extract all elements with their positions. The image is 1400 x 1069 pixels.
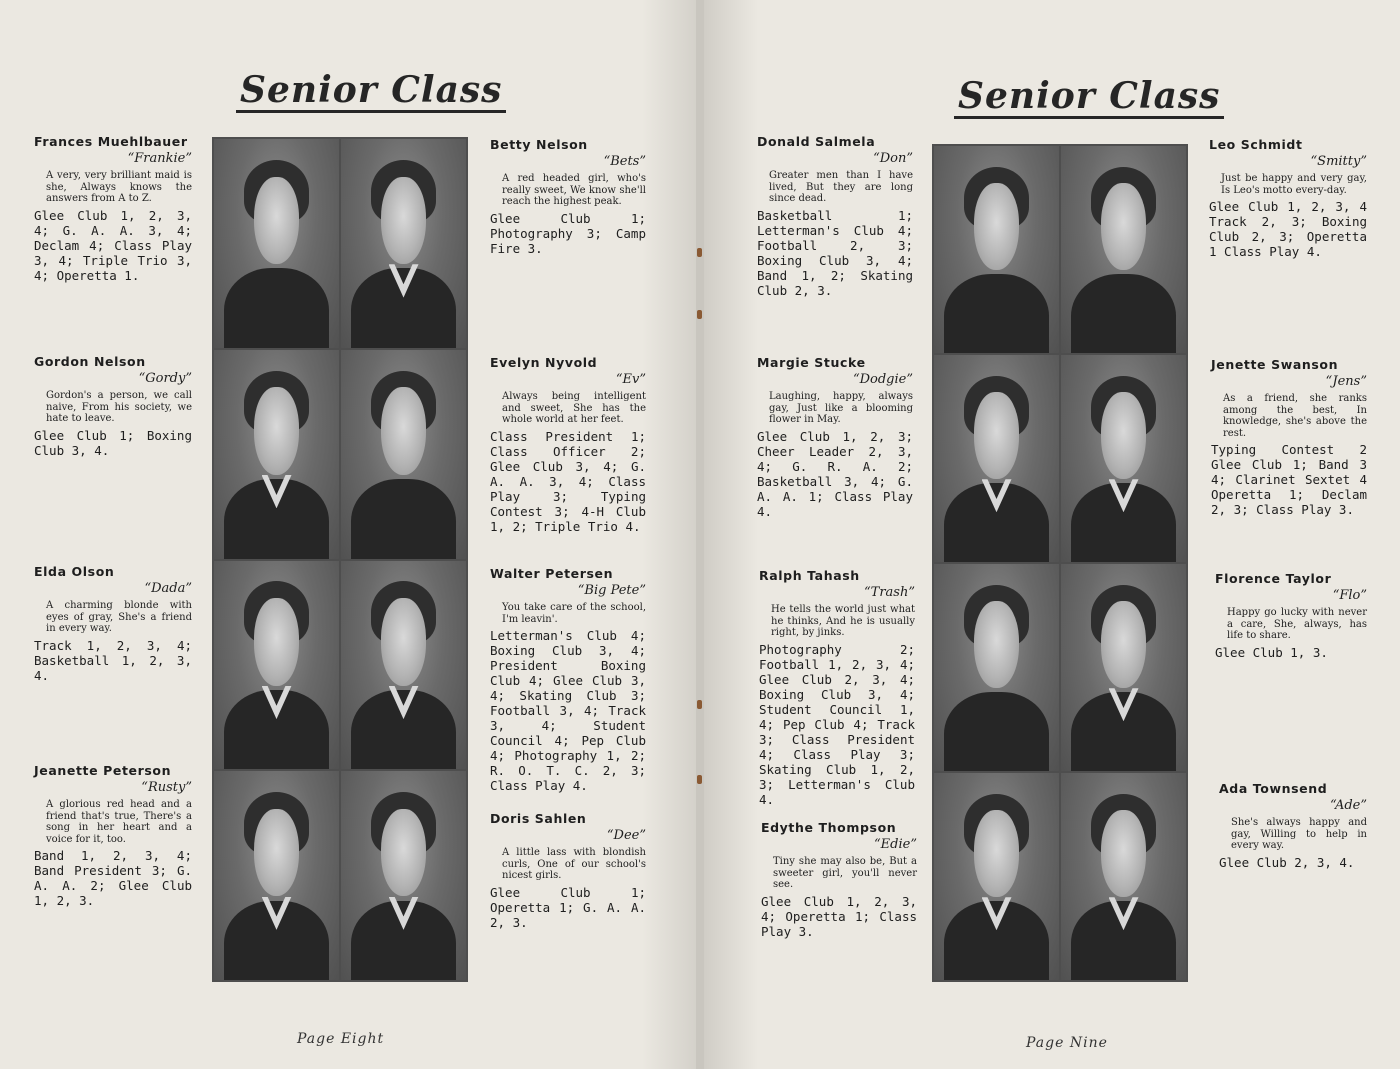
student-nickname: “Rusty” (141, 780, 192, 795)
student-activities: Glee Club 1, 2, 3; Cheer Leader 2, 3, 4; G. R. A. 2; Basketball 3, 4; G. A. A. 1; Class Play 4. (757, 428, 913, 519)
student-name: Frances Muehlbauer (34, 134, 188, 149)
student-verse: She's always happy and gay, Willing to help in every way. (1231, 817, 1367, 851)
student-verse: He tells the world just what he thinks, And he is usually right, by jinks. (771, 604, 915, 638)
student-activities: Typing Contest 2 Glee Club 1; Band 3 4; Clarinet Sextet 4 Operetta 1; Declam 2, 3; Class Play 3. (1211, 442, 1367, 517)
portrait-photo (214, 561, 339, 770)
senior-entry (490, 566, 646, 793)
student-activities: Glee Club 1, 3. (1215, 644, 1328, 660)
page-number-left: Page Eight (297, 1031, 385, 1047)
student-verse: A very, very brilliant maid is she, Always knows the answers from A to Z. (46, 170, 192, 204)
student-activities: Glee Club 1; Boxing Club 3, 4. (34, 427, 192, 458)
student-activities: Basketball 1; Letterman's Club 4; Football 2, 3; Boxing Club 3, 4; Band 1, 2; Skating Club 2, 3. (757, 207, 913, 298)
senior-entry (490, 811, 646, 930)
student-nickname: “Gordy” (138, 371, 192, 386)
student-nickname: “Frankie” (127, 151, 192, 166)
student-nickname: “Big Pete” (577, 583, 646, 598)
senior-entry (761, 820, 917, 939)
student-nickname: “Ev” (615, 372, 646, 387)
student-name: Walter Petersen (490, 566, 614, 581)
student-verse: A glorious red head and a friend that's true, There's a song in her heart and a voice for it, too. (46, 799, 192, 845)
senior-entry (1209, 137, 1367, 259)
staple-icon (697, 700, 702, 709)
student-activities: Glee Club 1; Photography 3; Camp Fire 3. (490, 210, 646, 256)
student-nickname: “Dada” (144, 581, 192, 596)
student-activities: Glee Club 1, 2, 3, 4 Track 2, 3; Boxing Club 2, 3; Operetta 1 Class Play 4. (1209, 199, 1367, 259)
senior-entry (490, 355, 646, 534)
portrait-photo (214, 771, 339, 980)
senior-entry (757, 134, 913, 298)
student-verse: As a friend, she ranks among the best, In knowledge, she's above the rest. (1223, 393, 1367, 439)
senior-entry (1219, 781, 1367, 870)
senior-entry (34, 564, 192, 683)
senior-entry (1215, 571, 1367, 660)
student-nickname: “Dee” (606, 828, 646, 843)
student-verse: A little lass with blondish curls, One of our school's nicest girls. (502, 847, 646, 881)
student-verse: Laughing, happy, always gay, Just like a blooming flower in May. (769, 391, 913, 425)
student-verse: Tiny she may also be, But a sweeter girl, you'll never see. (773, 856, 917, 890)
student-name: Leo Schmidt (1209, 137, 1303, 152)
page-heading-right: Senior Class (954, 76, 1224, 119)
student-nickname: “Trash” (864, 585, 915, 600)
staple-icon (697, 248, 702, 257)
student-name: Elda Olson (34, 564, 115, 579)
student-name: Margie Stucke (757, 355, 866, 370)
student-activities: Glee Club 1; Operetta 1; G. A. A. 2, 3. (490, 884, 646, 930)
student-nickname: “Bets” (603, 154, 646, 169)
student-name: Donald Salmela (757, 134, 876, 149)
portrait-photo (934, 773, 1059, 980)
student-verse: Greater men than I have lived, But they are long since dead. (769, 170, 913, 204)
student-verse: A red headed girl, who's really sweet, We know she'll reach the highest peak. (502, 173, 646, 207)
portrait-photo (341, 350, 466, 559)
portrait-photo (214, 350, 339, 559)
student-name: Evelyn Nyvold (490, 355, 598, 370)
student-name: Betty Nelson (490, 137, 588, 152)
portrait-photo (934, 355, 1059, 562)
student-nickname: “Don” (873, 151, 913, 166)
student-name: Florence Taylor (1215, 571, 1332, 586)
portrait-photo (341, 771, 466, 980)
student-activities: Photography 2; Football 1, 2, 3, 4; Glee Club 2, 3, 4; Boxing Club 3, 4; Student Council 1, 4; Pep Club 4; Track 3; Class President 4; Class Play 3; Skating Club 1, 2, 3; Letterman's Club 4. (759, 641, 915, 807)
student-activities: Band 1, 2, 3, 4; Band President 3; G. A. A. 2; Glee Club 1, 2, 3. (34, 848, 192, 908)
portrait-photo (934, 146, 1059, 353)
staple-icon (697, 775, 702, 784)
student-name: Jenette Swanson (1211, 357, 1339, 372)
portrait-photo (341, 139, 466, 348)
student-activities: Glee Club 1, 2, 3, 4; G. A. A. 3, 4; Declam 4; Class Play 3, 4; Triple Trio 3, 4; Operetta 1. (34, 207, 192, 283)
student-verse: Gordon's a person, we call naive, From his society, we hate to leave. (46, 390, 192, 424)
portrait-photo (214, 139, 339, 348)
student-verse: A charming blonde with eyes of gray, She's a friend in every way. (46, 600, 192, 634)
student-name: Doris Sahlen (490, 811, 587, 826)
portrait-grid-right (932, 144, 1188, 982)
senior-entry (759, 568, 915, 807)
student-nickname: “Dodgie” (852, 372, 913, 387)
senior-entry (757, 355, 913, 519)
senior-entry (34, 763, 192, 908)
senior-entry (490, 137, 646, 256)
senior-entry (34, 354, 192, 458)
student-nickname: “Ade” (1329, 798, 1367, 813)
student-activities: Class President 1; Class Officer 2; Glee Club 3, 4; G. A. A. 3, 4; Class Play 3; Typing Contest 3; 4-H Club 1, 2; Triple Trio 4. (490, 428, 646, 534)
portrait-photo (1061, 773, 1186, 980)
student-verse: Happy go lucky with never a care, She, always, has life to share. (1227, 607, 1367, 641)
student-verse: You take care of the school, I'm leavin'. (502, 602, 646, 625)
student-nickname: “Flo” (1332, 588, 1367, 603)
staple-icon (697, 310, 702, 319)
portrait-photo (934, 564, 1059, 771)
portrait-photo (1061, 146, 1186, 353)
page-heading-left: Senior Class (236, 70, 506, 113)
student-name: Ralph Tahash (759, 568, 860, 583)
student-activities: Letterman's Club 4; Boxing Club 3, 4; President Boxing Club 4; Glee Club 3, 4; Skating Club 3; Football 3, 4; Track 3, 4; Student Council 4; Pep Club 4; Photography 1, 2; R. O. T. C. 2, 3; Class Play 4. (490, 628, 646, 793)
portrait-photo (341, 561, 466, 770)
student-verse: Just be happy and very gay, Is Leo's motto every-day. (1221, 173, 1367, 196)
portrait-photo (1061, 355, 1186, 562)
senior-entry (1211, 357, 1367, 517)
student-name: Edythe Thompson (761, 820, 897, 835)
student-nickname: “Smitty” (1310, 154, 1367, 169)
page-number-right: Page Nine (1026, 1035, 1108, 1051)
student-activities: Track 1, 2, 3, 4; Basketball 1, 2, 3, 4. (34, 637, 192, 683)
book-gutter (696, 0, 704, 1069)
portrait-photo (1061, 564, 1186, 771)
student-verse: Always being intelligent and sweet, She has the whole world at her feet. (502, 391, 646, 425)
student-activities: Glee Club 2, 3, 4. (1219, 854, 1355, 870)
student-activities: Glee Club 1, 2, 3, 4; Operetta 1; Class Play 3. (761, 893, 917, 939)
portrait-grid-left (212, 137, 468, 982)
student-nickname: “Edie” (874, 837, 917, 852)
senior-entry (34, 134, 192, 283)
student-name: Jeanette Peterson (34, 763, 172, 778)
student-name: Gordon Nelson (34, 354, 146, 369)
student-nickname: “Jens” (1325, 374, 1367, 389)
student-name: Ada Townsend (1219, 781, 1328, 796)
